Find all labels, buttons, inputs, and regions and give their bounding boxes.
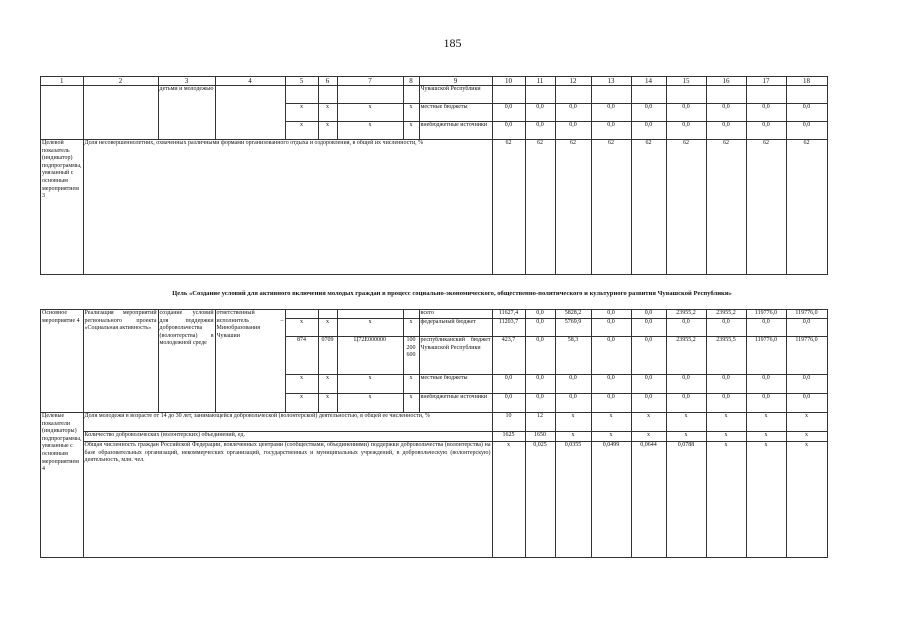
cell: [666, 86, 706, 104]
column-number: 18: [786, 77, 827, 86]
cell: 0709: [318, 337, 337, 375]
value-cell: x: [631, 413, 666, 432]
value-cell: 62: [706, 140, 746, 275]
indicator-row: [41, 442, 828, 558]
cell: 874: [285, 337, 318, 375]
value-cell: 0,0: [706, 319, 746, 337]
indicator-label: Целевые показатели (индикаторы) подпрограммы, увязанные с основным мероприятием 4: [41, 413, 84, 558]
value-cell: x: [786, 432, 827, 442]
value-cell: 0,0: [631, 319, 666, 337]
column-number: 9: [419, 77, 492, 86]
cell: [746, 86, 786, 104]
value-cell: x: [706, 432, 746, 442]
value-cell: x: [786, 442, 827, 558]
cell: [492, 86, 525, 104]
value-cell: 0,0: [525, 122, 555, 140]
value-cell: 0,0788: [666, 442, 706, 558]
cell: [285, 86, 318, 104]
value-cell: 0,0644: [631, 442, 666, 558]
cell: x: [285, 394, 318, 413]
indicator-row: [41, 432, 828, 442]
cell: x: [318, 122, 337, 140]
cell: x: [285, 319, 318, 337]
cell: [525, 86, 555, 104]
value-cell: 119776,0: [786, 337, 827, 375]
value-cell: 11203,7: [492, 319, 525, 337]
value-cell: 1650: [525, 432, 555, 442]
value-cell: 0,0: [591, 310, 631, 319]
value-cell: 0,0: [706, 394, 746, 413]
value-cell: 0,0: [786, 375, 827, 394]
activity-goal: создание условий для поддержки добровольчества (волонтерства) в молодежной среде: [158, 310, 215, 413]
value-cell: 23955,5: [706, 337, 746, 375]
value-cell: 0,0: [746, 375, 786, 394]
value-cell: 0,0: [591, 394, 631, 413]
value-cell: 0,0: [631, 104, 666, 122]
cell: Ц72Е000000: [337, 337, 403, 375]
activity-executor: ответственный исполнитель – Минобразования Чувашии: [215, 310, 285, 413]
cell: x: [318, 104, 337, 122]
value-cell: 62: [525, 140, 555, 275]
value-cell: 119776,0: [746, 337, 786, 375]
value-cell: x: [786, 413, 827, 432]
indicator-text: Доля несовершеннолетних, охваченных различными формами организованного отдыха и оздоровления, в общей их численности, %: [83, 140, 492, 275]
indicator-label: Целевой показатель (индикатор) подпрограммы, увязанный с основным мероприятием 3: [41, 140, 84, 275]
value-cell: 0,0: [631, 122, 666, 140]
value-cell: 12: [525, 413, 555, 432]
value-cell: 0,0: [591, 319, 631, 337]
value-cell: x: [591, 432, 631, 442]
cell: x: [318, 319, 337, 337]
value-cell: 0,0: [631, 337, 666, 375]
indicator-row: [41, 413, 828, 432]
value-cell: 62: [666, 140, 706, 275]
indicator-row: [41, 140, 828, 275]
column-number: 13: [591, 77, 631, 86]
value-cell: 0,0: [525, 310, 555, 319]
value-cell: x: [555, 432, 591, 442]
value-cell: 62: [631, 140, 666, 275]
column-number: 16: [706, 77, 746, 86]
value-cell: 5828,2: [555, 310, 591, 319]
value-cell: x: [591, 413, 631, 432]
cell: x: [337, 104, 403, 122]
value-cell: x: [555, 413, 591, 432]
column-number: 10: [492, 77, 525, 86]
value-cell: x: [746, 442, 786, 558]
value-cell: 0,0: [666, 375, 706, 394]
source-cell: Чувашской Республики: [419, 86, 492, 104]
value-cell: x: [666, 413, 706, 432]
indicator-text: Общая численность граждан Российской Федерации, вовлеченных центрами (сообществами, объединениями) поддержки добровольчества (волонтерства) на базе образовательных организаций, некоммерческих организаций, государственных и муниципальных учреждений, в добровольческую (волонтерскую) деятельность, млн. чел.: [83, 442, 492, 558]
value-cell: 0,0: [746, 319, 786, 337]
value-cell: 0,0: [555, 375, 591, 394]
column-number: 15: [666, 77, 706, 86]
source-cell: внебюджетные источники: [419, 394, 492, 413]
cell: [631, 86, 666, 104]
column-number: 11: [525, 77, 555, 86]
value-cell: x: [746, 413, 786, 432]
value-cell: 0,0: [631, 375, 666, 394]
column-number: 17: [746, 77, 786, 86]
value-cell: 1625: [492, 432, 525, 442]
value-cell: 0,0: [492, 104, 525, 122]
cell: x: [403, 319, 419, 337]
cell: [591, 86, 631, 104]
activity-name: Реализация мероприятий регионального проекта «Социальная активность»: [83, 310, 158, 413]
value-cell: 62: [555, 140, 591, 275]
cell: x: [403, 104, 419, 122]
cell: [318, 310, 337, 319]
value-cell: x: [706, 442, 746, 558]
cell: x: [318, 375, 337, 394]
value-cell: 119776,0: [786, 310, 827, 319]
cell: [786, 86, 827, 104]
cell: x: [285, 122, 318, 140]
source-cell: местные бюджеты: [419, 375, 492, 394]
column-number: 8: [403, 77, 419, 86]
value-cell: 0,0: [591, 337, 631, 375]
table-row: [41, 86, 828, 104]
page-number: 185: [443, 36, 462, 50]
cell: x: [337, 394, 403, 413]
value-cell: 62: [591, 140, 631, 275]
value-cell: 0,0499: [591, 442, 631, 558]
source-cell: федеральный бюджет: [419, 319, 492, 337]
cell: x: [403, 394, 419, 413]
cell: x: [337, 122, 403, 140]
value-cell: 0,0: [492, 394, 525, 413]
value-cell: 0,0: [525, 394, 555, 413]
value-cell: 0,0: [525, 104, 555, 122]
value-cell: 0,0: [746, 394, 786, 413]
value-cell: 423,7: [492, 337, 525, 375]
value-cell: x: [706, 413, 746, 432]
value-cell: 62: [492, 140, 525, 275]
value-cell: 0,025: [525, 442, 555, 558]
value-cell: 0,0: [666, 122, 706, 140]
column-number: 14: [631, 77, 666, 86]
value-cell: 0,0: [786, 319, 827, 337]
cell: x: [403, 375, 419, 394]
value-cell: 0,0: [706, 104, 746, 122]
indicator-text: Доля молодежи в возрасте от 14 до 30 лет, занимающейся добровольческой (волонтерской) деятельностью, в общей ее численности, %: [83, 413, 492, 432]
cell: x: [285, 104, 318, 122]
cell: 100 200 600: [403, 337, 419, 375]
value-cell: 0,0: [666, 394, 706, 413]
column-number: 12: [555, 77, 591, 86]
cell: x: [285, 375, 318, 394]
value-cell: 0,0: [525, 319, 555, 337]
value-cell: 11627,4: [492, 310, 525, 319]
cell: [215, 86, 285, 140]
value-cell: 10: [492, 413, 525, 432]
cell: x: [403, 122, 419, 140]
cell: x: [337, 319, 403, 337]
indicator-text: Количество добровольческих (волонтерских) объединений, ед.: [83, 432, 492, 442]
table-row: [41, 310, 828, 319]
continuation-table: [40, 76, 828, 275]
value-cell: 0,0: [786, 122, 827, 140]
value-cell: 62: [746, 140, 786, 275]
activity-label: Основное мероприятие 4: [41, 310, 84, 413]
value-cell: 5769,9: [555, 319, 591, 337]
cell: [41, 86, 84, 140]
value-cell: 0,0: [591, 122, 631, 140]
cell: [285, 310, 318, 319]
cell: [337, 310, 403, 319]
value-cell: 0,0: [746, 104, 786, 122]
source-cell: всего: [419, 310, 492, 319]
column-number: 7: [337, 77, 403, 86]
column-number: 1: [41, 77, 84, 86]
cell: [403, 86, 419, 104]
value-cell: 0,0: [666, 319, 706, 337]
column-number: 4: [215, 77, 285, 86]
value-cell: 0,0: [591, 104, 631, 122]
source-cell: местные бюджеты: [419, 104, 492, 122]
source-cell: внебюджетные источники: [419, 122, 492, 140]
value-cell: 23955,2: [666, 310, 706, 319]
activity-table: [40, 309, 828, 558]
value-cell: 23955,2: [706, 310, 746, 319]
executor-cell: детьми и молодежью: [158, 86, 215, 140]
column-number-row: [41, 77, 828, 86]
value-cell: 0,0: [746, 122, 786, 140]
cell: x: [337, 375, 403, 394]
value-cell: 0,0: [492, 375, 525, 394]
value-cell: 0,0: [666, 104, 706, 122]
value-cell: x: [666, 432, 706, 442]
value-cell: 0,0355: [555, 442, 591, 558]
cell: [555, 86, 591, 104]
value-cell: 0,0: [492, 122, 525, 140]
cell: [318, 86, 337, 104]
cell: x: [318, 394, 337, 413]
value-cell: 58,3: [555, 337, 591, 375]
value-cell: 0,0: [555, 104, 591, 122]
value-cell: 23955,2: [666, 337, 706, 375]
source-cell: республиканский бюджет Чувашской Республики: [419, 337, 492, 375]
value-cell: x: [631, 432, 666, 442]
column-number: 3: [158, 77, 215, 86]
column-number: 6: [318, 77, 337, 86]
cell: [337, 86, 403, 104]
value-cell: x: [746, 432, 786, 442]
value-cell: 0,0: [525, 337, 555, 375]
value-cell: 0,0: [706, 375, 746, 394]
value-cell: 0,0: [591, 375, 631, 394]
value-cell: 0,0: [631, 394, 666, 413]
value-cell: 119776,0: [746, 310, 786, 319]
value-cell: 0,0: [555, 394, 591, 413]
value-cell: 0,0: [555, 122, 591, 140]
cell: [83, 86, 158, 140]
goal-title: Цель «Создание условий для активного включения молодых граждан в процесс социально-экономического, общественно-политического и культурного развития Чувашской Республики»: [172, 290, 732, 297]
value-cell: x: [492, 442, 525, 558]
value-cell: 0,0: [525, 375, 555, 394]
cell: [706, 86, 746, 104]
value-cell: 0,0: [786, 104, 827, 122]
cell: [403, 310, 419, 319]
column-number: 5: [285, 77, 318, 86]
value-cell: 0,0: [786, 394, 827, 413]
value-cell: 0,0: [706, 122, 746, 140]
value-cell: 62: [786, 140, 827, 275]
value-cell: 0,0: [631, 310, 666, 319]
column-number: 2: [83, 77, 158, 86]
